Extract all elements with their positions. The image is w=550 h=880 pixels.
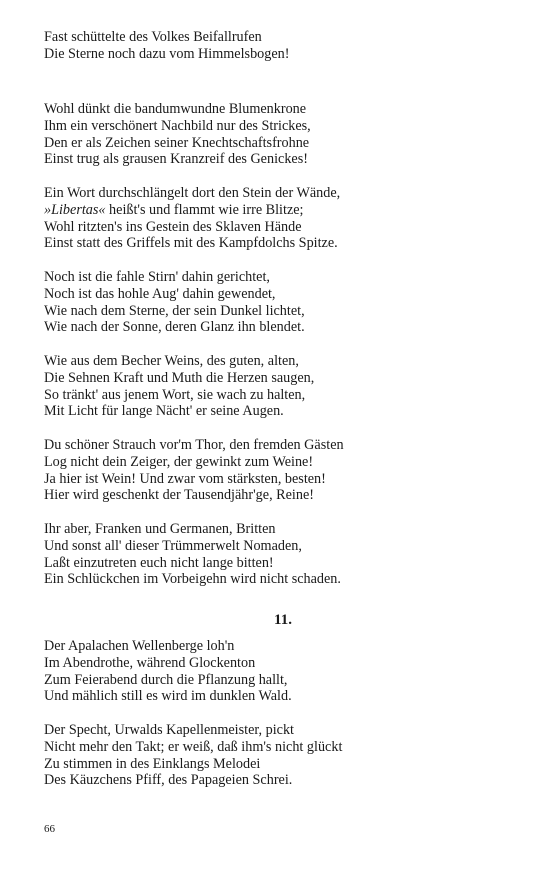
- verse-line: Hier wird geschenkt der Tausendjähr'ge, Reine!: [44, 487, 314, 504]
- verse-line: Laßt einzutreten euch nicht lange bitten!: [44, 554, 274, 571]
- verse-line: Ihr aber, Franken und Germanen, Britten: [44, 521, 276, 537]
- verse-line: Wohl ritzten's ins Gestein des Sklaven Hände: [44, 218, 302, 235]
- verse-line: Log nicht dein Zeiger, der gewinkt zum Weine!: [44, 453, 314, 470]
- verse-line: Zu stimmen in des Einklangs Melodei: [44, 755, 261, 772]
- verse-line: Ein Wort durchschlängelt dort den Stein der Wände,: [44, 185, 341, 201]
- verse-line: Noch ist die fahle Stirn' dahin gerichtet,: [44, 269, 270, 285]
- verse-line: Einst trug als grausen Kranzreif des Genickes!: [44, 151, 308, 168]
- verse-line: Die Sehnen Kraft und Muth die Herzen saugen,: [44, 369, 315, 386]
- verse-line: Ein Schlückchen im Vorbeigehn wird nicht schaden.: [44, 571, 341, 588]
- verse-line-rest: heißt's und flammt wie irre Blitze;: [109, 201, 304, 218]
- stanza-4: [44, 269, 514, 336]
- section-heading: 11.: [274, 612, 292, 628]
- verse-line: Zum Feierabend durch die Pflanzung hallt,: [44, 671, 288, 688]
- verse-line: Der Specht, Urwalds Kapellenmeister, pickt: [44, 722, 294, 738]
- verse-line: Wohl dünkt die bandumwundne Blumenkrone: [44, 101, 307, 117]
- stanza-1: [44, 29, 514, 63]
- verse-line: Die Sterne noch dazu vom Himmelsbogen!: [44, 45, 290, 62]
- verse-line: Des Käuzchens Pfiff, des Papageien Schrei.: [44, 772, 293, 789]
- page-number: 66: [44, 823, 55, 835]
- stanza-5: [44, 353, 514, 420]
- verse-line: So tränkt' aus jenem Wort, sie wach zu halten,: [44, 386, 306, 403]
- italic-word: »Libertas«: [44, 201, 106, 218]
- verse-line: Wie aus dem Becher Weins, des guten, alten,: [44, 353, 299, 369]
- verse-line: Den er als Zeichen seiner Knechtschaftsfrohne: [44, 134, 310, 151]
- verse-line-with-italic: [44, 202, 514, 219]
- stanza-9: [44, 722, 514, 789]
- stanza-2: [44, 101, 514, 168]
- verse-line: Im Abendrothe, während Glockenton: [44, 654, 256, 671]
- verse-line: Mit Licht für lange Nächt' er seine Augen.: [44, 403, 284, 420]
- verse-line: Einst statt des Griffels mit des Kampfdolchs Spitze.: [44, 235, 338, 252]
- verse-line: Der Apalachen Wellenberge loh'n: [44, 638, 235, 654]
- verse-line: Wie nach der Sonne, deren Glanz ihn blendet.: [44, 319, 305, 336]
- verse-line: Ihm ein verschönert Nachbild nur des Strickes,: [44, 117, 311, 134]
- verse-line: Du schöner Strauch vor'm Thor, den fremden Gästen: [44, 437, 344, 453]
- verse-line: Und mählich still es wird im dunklen Wald.: [44, 688, 292, 705]
- verse-line: Noch ist das hohle Aug' dahin gewendet,: [44, 285, 276, 302]
- verse-line: Wie nach dem Sterne, der sein Dunkel lichtet,: [44, 302, 305, 319]
- stanza-3: [44, 185, 514, 252]
- stanza-8: [44, 638, 514, 705]
- stanza-7: [44, 521, 514, 588]
- stanza-6: [44, 437, 514, 504]
- verse-line: Ja hier ist Wein! Und zwar vom stärksten, besten!: [44, 470, 326, 487]
- verse-line: Fast schüttelte des Volkes Beifallrufen: [44, 29, 262, 45]
- verse-line: Nicht mehr den Takt; er weiß, daß ihm's nicht glückt: [44, 738, 343, 755]
- verse-line: Und sonst all' dieser Trümmerwelt Nomaden,: [44, 537, 302, 554]
